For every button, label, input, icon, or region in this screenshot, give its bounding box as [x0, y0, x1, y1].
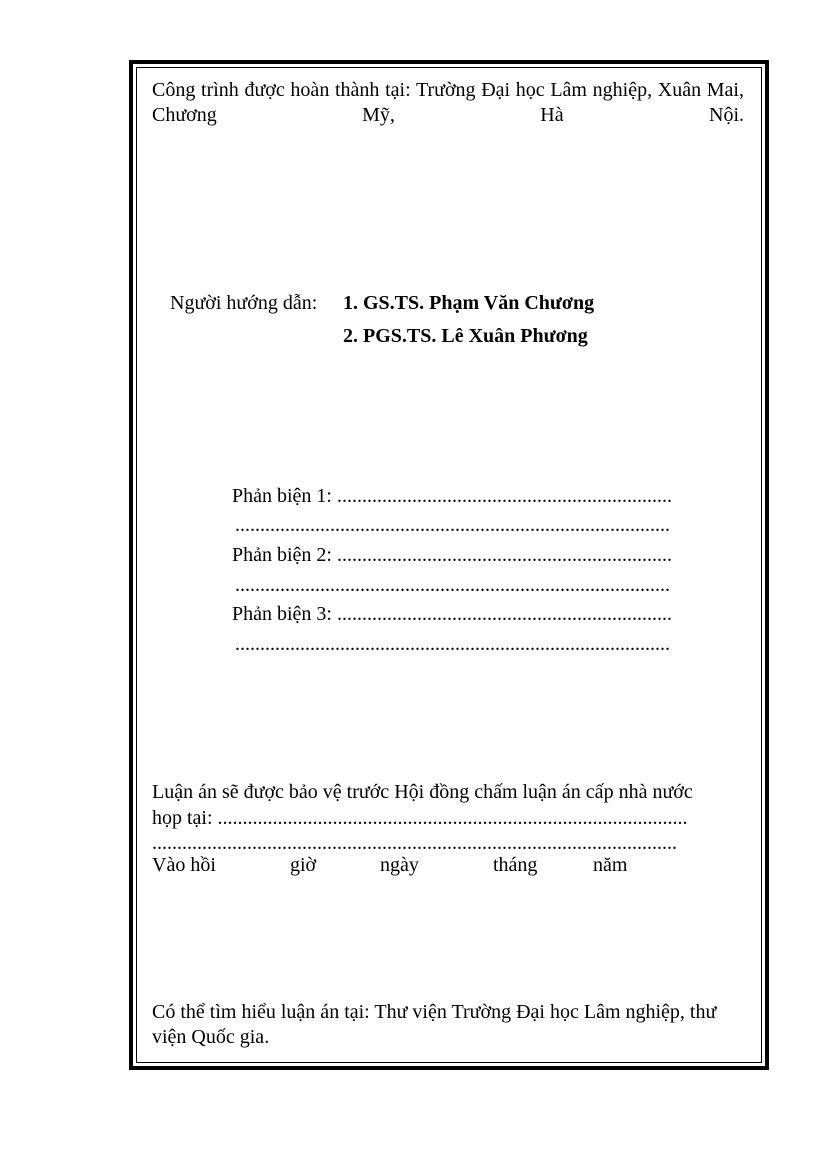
library-lookup-text: Có thể tìm hiểu luận án tại: Thư viện Trường Đại học Lâm nghiệp, thư viện Quốc gia. — [152, 1001, 717, 1048]
reviewer-3-label: Phản biện 3: ................................................................... — [232, 603, 672, 625]
defense-council-text: Luận án sẽ được bảo vệ trước Hội đồng chấm luận án cấp nhà nước — [152, 781, 693, 803]
reviewer-1-label: Phản biện 1: ................................................................... — [232, 485, 672, 507]
reviewer-1-dots: ....................................................................................... — [235, 514, 670, 536]
advisor-name-2: 2. PGS.TS. Lê Xuân Phương — [343, 325, 588, 347]
reviewer-2-dots: ....................................................................................... — [235, 574, 670, 596]
time-day-label: ngày — [380, 854, 419, 876]
time-oclock-label: giờ — [290, 854, 317, 876]
reviewer-2-label: Phản biện 2: ................................................................... — [232, 544, 672, 566]
time-hour-label: Vào hồi — [152, 854, 216, 876]
defense-location-dots: ......................................................................................................... — [152, 832, 677, 854]
reviewer-3-dots: ....................................................................................... — [235, 633, 670, 655]
defense-location-line: họp tại: .............................................................................................. — [152, 807, 688, 829]
time-month-label: tháng — [493, 854, 538, 876]
advisor-label: Người hướng dẫn: — [170, 292, 318, 314]
completion-place-text: Công trình được hoàn thành tại: Trường Đại học Lâm nghiệp, Xuân Mai, Chương Mỹ, Hà Nội. — [152, 79, 744, 126]
advisor-name-1: 1. GS.TS. Phạm Văn Chương — [343, 292, 595, 314]
time-year-label: năm — [593, 854, 628, 876]
